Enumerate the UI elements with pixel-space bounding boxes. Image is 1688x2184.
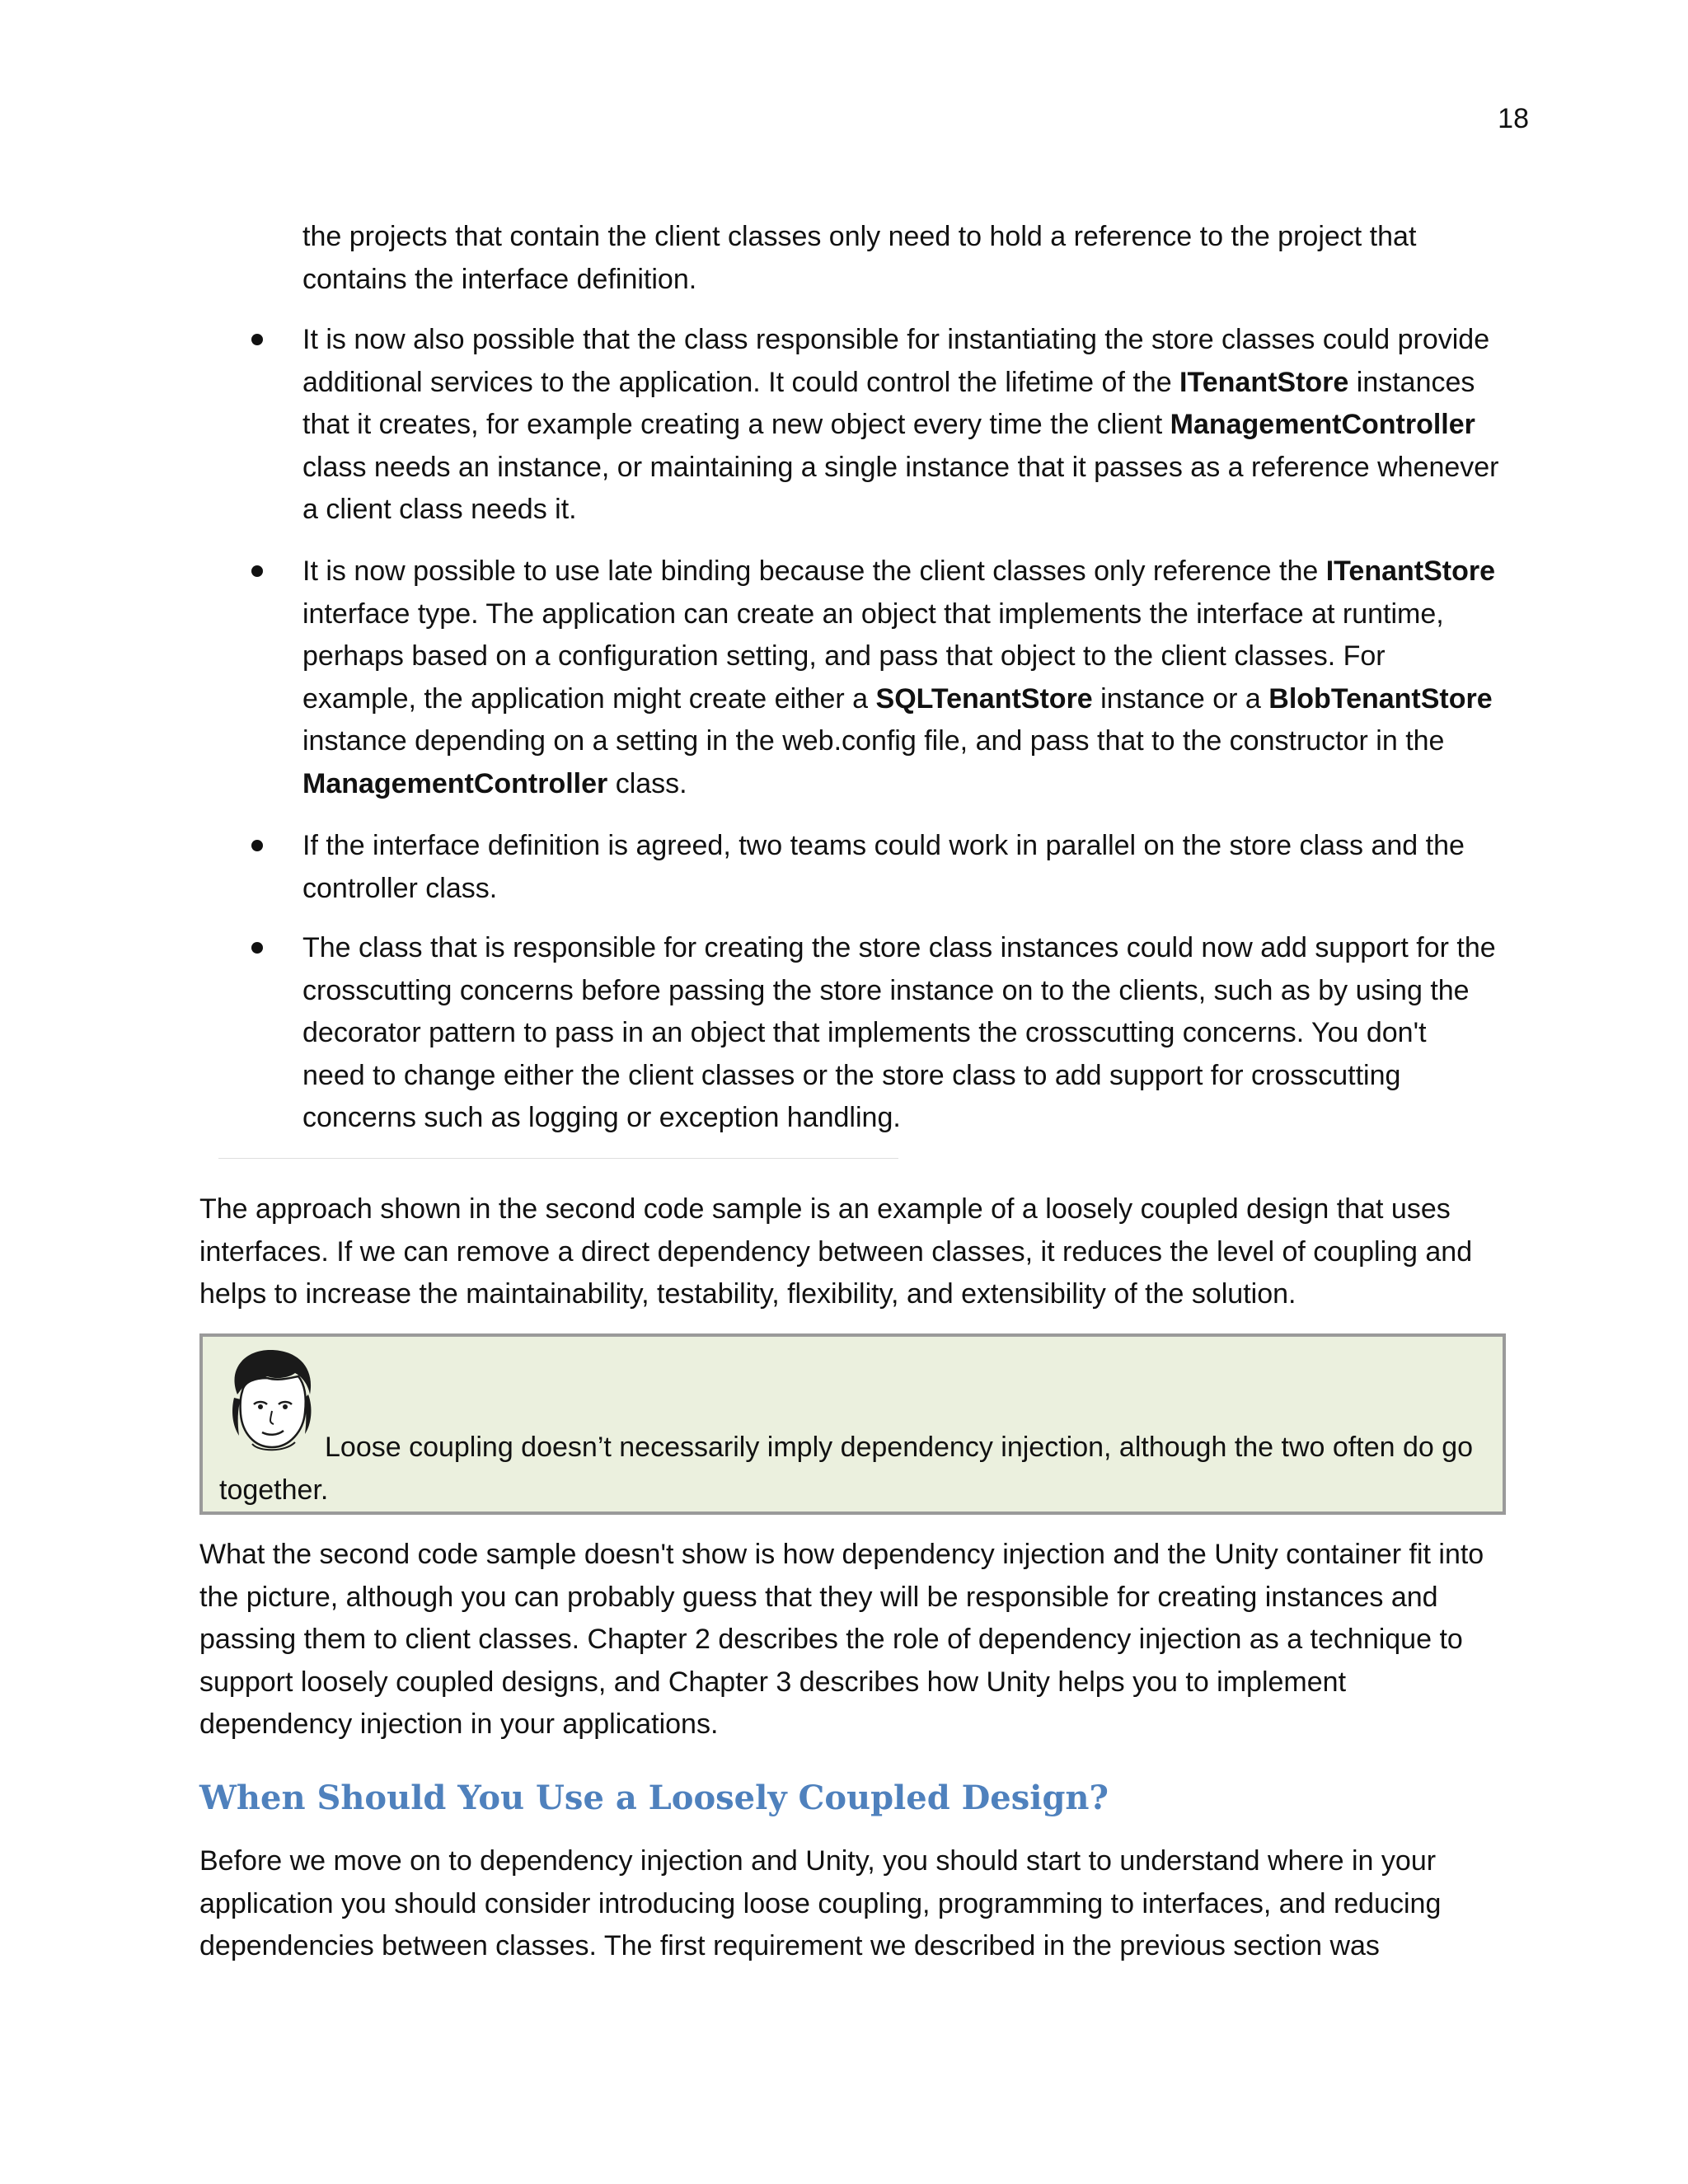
section-heading: When Should You Use a Loosely Coupled Design? — [199, 1779, 1109, 1817]
text-line: concerns such as logging or exception handling. — [302, 1102, 901, 1133]
text-line: need to change either the client classes or the store class to add support for crosscutting — [302, 1059, 1401, 1091]
bullet-item-crosscutting — [302, 927, 1496, 1140]
bullet-item-late-binding — [302, 551, 1495, 805]
note-text-continued: together. — [219, 1474, 329, 1506]
divider — [218, 1158, 898, 1159]
text-line: class needs an instance, or maintaining a single instance that it passes as a reference whenever — [302, 451, 1499, 483]
text-line: contains the interface definition. — [302, 263, 697, 295]
text-line: If the interface definition is agreed, two teams could work in parallel on the store class and the — [302, 830, 1465, 861]
text-line: dependencies between classes. The first requirement we described in the previous section was — [199, 1930, 1380, 1961]
face-icon — [219, 1345, 323, 1455]
text-line: that it creates, for example creating a new object every time the client — [302, 409, 1170, 440]
text-line: instance depending on a setting in the web.config file, and pass that to the constructor in the — [302, 725, 1445, 757]
note-box — [199, 1333, 1506, 1515]
text-line: The class that is responsible for creating the store class instances could now add support for the — [302, 932, 1496, 963]
text-line: interface type. The application can create an object that implements the interface at runtime, — [302, 598, 1444, 630]
text-line: the projects that contain the client classes only need to hold a reference to the project that — [302, 221, 1417, 252]
bullet-marker — [251, 565, 263, 577]
code-term: ManagementController — [302, 767, 608, 799]
bullet-marker — [251, 334, 263, 345]
text-line: perhaps based on a configuration setting, and pass that object to the client classes. For — [302, 640, 1386, 672]
paragraph-before-move-on — [199, 1840, 1441, 1968]
paragraph-second-sample — [199, 1534, 1484, 1746]
text-line: It is now possible to use late binding because the client classes only reference the — [302, 555, 1326, 587]
text-line: support loosely coupled designs, and Chapter 3 describes how Unity helps you to implement — [199, 1666, 1347, 1698]
text-line: helps to increase the maintainability, testability, flexibility, and extensibility of the solution. — [199, 1278, 1296, 1310]
note-text: Loose coupling doesn’t necessarily imply dependency injection, although the two often do go — [325, 1432, 1474, 1463]
code-term: SQLTenantStore — [875, 682, 1093, 715]
bullet-item-parallel-teams — [302, 825, 1465, 910]
text-line: What the second code sample doesn't show is how dependency injection and the Unity container fit into — [199, 1539, 1484, 1570]
bullet-marker — [251, 840, 263, 851]
text-line: instance or a — [1092, 682, 1269, 715]
text-line: interfaces. If we can remove a direct dependency between classes, it reduces the level of coupling and — [199, 1235, 1473, 1268]
text-line: application you should consider introducing loose coupling, programming to interfaces, and reducing — [199, 1887, 1442, 1919]
code-term: BlobTenantStore — [1268, 682, 1493, 715]
text-line: a client class needs it. — [302, 494, 577, 525]
text-line: The approach shown in the second code sample is an example of a loosely coupled design that uses — [199, 1193, 1451, 1225]
page-number: 18 — [1498, 103, 1529, 134]
text-line: Before we move on to dependency injection and Unity, you should start to understand where in your — [199, 1845, 1437, 1877]
text-line: decorator pattern to pass in an object that implements the crosscutting concerns. You don't — [302, 1017, 1427, 1048]
text-line: dependency injection in your applications. — [199, 1708, 719, 1740]
text-line: the picture, although you can probably guess that they will be responsible for creating instances and — [199, 1581, 1438, 1613]
text-line: passing them to client classes. Chapter 2 describes the role of dependency injection as a technique to — [199, 1624, 1463, 1655]
text-line: controller class. — [302, 872, 498, 904]
paragraph-approach — [199, 1188, 1472, 1316]
text-line: class. — [607, 767, 687, 799]
text-line: example, the application might create either a — [302, 682, 876, 715]
code-term: ITenantStore — [1179, 366, 1349, 398]
bullet-marker — [251, 942, 263, 954]
text-line: It is now also possible that the class responsible for instantiating the store classes could provide — [302, 324, 1490, 355]
text-line: instances — [1348, 366, 1475, 398]
code-term: ManagementController — [1170, 409, 1475, 440]
bullet-continuation — [302, 216, 1416, 301]
text-line: crosscutting concerns before passing the store instance on to the clients, such as by using the — [302, 974, 1470, 1006]
text-line: additional services to the application. It could control the lifetime of the — [302, 366, 1180, 398]
code-term: ITenantStore — [1325, 555, 1496, 587]
bullet-item-lifetime — [302, 319, 1499, 532]
